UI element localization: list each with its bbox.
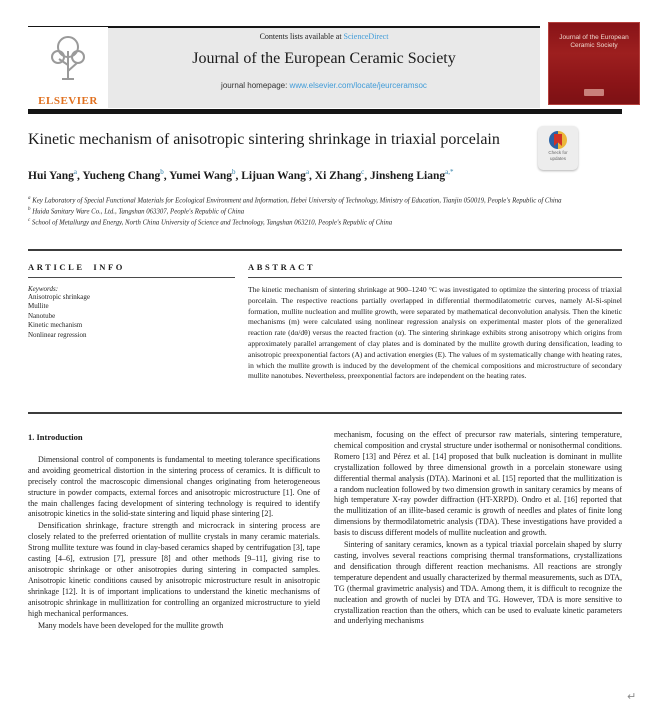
contents-prefix: Contents lists available at [259,32,344,41]
author: Yumei Wang$^b$, [169,168,242,182]
article-info-section [28,262,235,340]
introduction-heading: 1. Introduction [28,432,83,442]
author-affil-marker: c [361,168,365,176]
author-affil-marker: a,* [445,168,454,176]
author: Hui Yang$^a$, [28,168,83,182]
body-paragraph: Dimensional control of components is fundamental to meeting tolerance specifications and avoiding geometrical distortion in the sintering process of ceramics. It is difficult to precisely control the macroscopic dimensional changes originating from heterogeneous structure in powder compacts, external forces and anisotropic microstructure [1]. One of the main challenges facing development of sintering technology is required to identify anisotropic kinetics in the solid-state sintering and liquid phase sintering [2]. [28,454,320,519]
body-paragraph: Densification shrinkage, fracture strength and microcrack in sintering process are closely related to the preferred orientation of mullite crystals in many ceramic materials. Strong mullite texture was found in clay-based ceramics shaped by centrifugation [3], tape casting [4–6], extrusion [7], pressure [8] and other methods [9–11], giving rise to anisotropic shrinkage or other anisotropies during sintering in compacted samples. Anisotropic kinetic conditions caused by anisotropic microstructure result in anisotropic shrinkage [12]. It is of important implications to understand the kinetic mechanisms of anisotropic shrinkage in mullitization for controlling an organized microstructure to yield high mechanical performances. [28,521,320,618]
check-updates-label: Check for updates [548,150,568,161]
homepage-line [112,81,536,90]
article-title: Kinetic mechanism of anisotropic sintering shrinkage in triaxial porcelain [28,131,500,148]
homepage-link[interactable]: www.elsevier.com/locate/jeurceramsoc [289,81,427,90]
author-list [28,168,603,182]
article-info-heading: ARTICLE INFO [28,262,126,272]
body-left-column [28,430,320,632]
affiliation: $^b$ Huida Sanitary Ware Co., Ltd., Tangshan 063307, People's Republic of China [28,206,245,216]
author: Lijuan Wang$^a$, [241,168,315,182]
keyword: Nanotube [28,311,56,320]
body-right-column [334,430,622,628]
elsevier-tree-icon [47,76,89,93]
body-paragraph: Sintering of sanitary ceramics, known as a typical triaxial porcelain shaped by slurry casting, involves several reactions comprising thermal transformations, crystallizations and densification through different reaction mechanisms. All reactions are strongly temperature dependent and usually characterized by thermal measurements, such as DTA, TG (thermal gravimetric analysis) and TDA. Among them, it is difficult to recognize the nucleation and growth of nuclei by DTA and TG. However, TDA is more sensitive to crystallization reaction than the others, which can be used to evaluate kinetic parameters and underlying mechanisms [334,540,622,626]
body-paragraph: mechanism, focusing on the effect of precursor raw materials, sintering temperature, chemical composition and crystal structure under isothermal or nonisothermal conditions. Romero [13] and Pérez et al. [14] proposed that bulk nucleation is dominant in mullite crystallization followed by three dimensional growth in a porcelain stoneware using differential thermal analysis (DTA). Marinoni et al. [15] reported that the mullitization is a random nucleation followed by two dimension growth in sanitary ceramics by means of high temperature X-ray powder diffraction (HT-XRPD). Ondro et al. [16] reported that the mullitization of an illite-based ceramic is growth of needles and plates of finite long dimensions by thermodilatometric analysis (TDA). These investigations have provided a basis to discuss different models of mullite nucleation and growth. [334,430,622,538]
cover-title: Journal of the European Ceramic Society [559,34,629,49]
author: Yucheng Chang$^b$, [82,168,170,182]
keyword: Nonlinear regression [28,330,87,339]
affiliation: $^a$ Key Laboratory of Special Functional Materials for Ecological Environment and Information, Hebei University of Technology, Ministry of Education, Tianjin 050019, People's Republic of China [28,196,562,205]
journal-title: Journal of the European Ceramic Society [192,50,456,67]
sciencedirect-link[interactable]: ScienceDirect [343,32,389,41]
cover-emblem [584,89,604,96]
author: Xi Zhang$^c$, [314,168,370,182]
contents-line [112,32,536,41]
author-affil-marker: b [232,168,236,176]
abstract-heading: ABSTRACT [248,262,316,272]
section-rule-bottom [28,412,622,414]
abstract-rule [248,277,622,278]
crossmark-icon [549,131,567,149]
keywords-label: Keywords: [28,285,59,293]
keyword: Anisotropic shrinkage [28,293,91,301]
check-for-updates-badge[interactable] [538,126,578,170]
header-divider-bar [28,109,622,114]
journal-cover-thumbnail[interactable] [548,22,640,105]
abstract-text: The kinetic mechanism of sintering shrinkage at 900–1240 °C was investigated to optimize the sintering process of triaxial porcelain. The respective reactions partially overlapped in differential thermodilatometric curves, namely Al-Si-spinel formation, mullite nucleation and mullite growth, were separated by mathematical deconvolution analysis. Then the kinetic mechanisms (m) were calculated using nonlinear regression analysis on experimental master plots of the generalized reaction rate (dα/dθ) versus the reacted fraction (α). The sintering shrinkage exhibits strong anisotropy which origins from approximately parallel arrangement of clay plates and is dominated by the mullite growth during densification, leading to anisotropic preexponential factors (A) and activation energies (E). The values of m systematically change with heating rates, in which the mullite growth is induced by the development of the chemical compositions and microstructure of secondary mullite nanotubes. Nevertheless, preexponential factors are independent on the heating rates. [248,285,622,381]
section-rule-top [28,249,622,251]
article-info-rule [28,277,235,278]
abstract-section [248,262,622,382]
elsevier-logo[interactable] [28,27,108,112]
elsevier-wordmark: ELSEVIER [38,95,98,107]
keyword: Mullite [28,302,49,311]
author-affil-marker: a [305,168,310,176]
author-affil-marker: a [73,168,78,176]
homepage-prefix: journal homepage: [221,81,290,90]
affiliation: $^c$ School of Metallurgy and Energy, North China University of Science and Technology, Tangshan 063210, People's Republic of China [28,217,393,226]
return-cursor-mark: ↵ [627,690,637,703]
body-paragraph: Many models have been developed for the mullite growth [38,620,224,630]
affiliation-list [28,195,620,228]
journal-banner-center [112,32,536,90]
keyword: Kinetic mechanism [28,321,83,330]
author: Jinsheng Liang$^{a,*}$ [370,168,454,182]
author-affil-marker: b [160,168,164,176]
bookmark-icon [554,134,562,146]
